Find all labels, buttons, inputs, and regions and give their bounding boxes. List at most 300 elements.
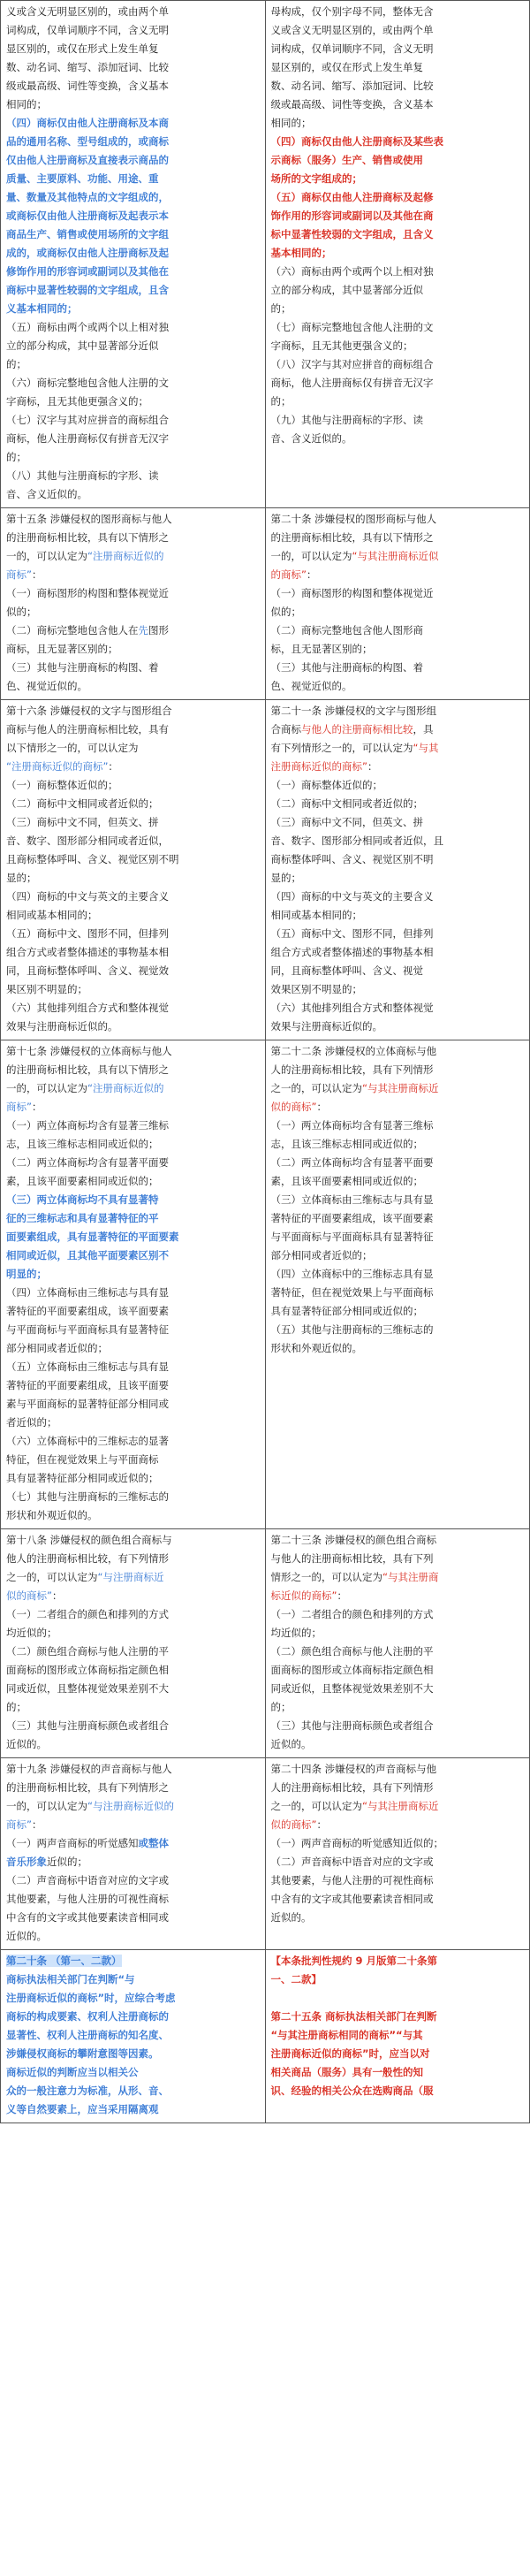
text-segment: 立的部分构成，其中显著部分近似 (270, 284, 423, 296)
text-line (6, 318, 260, 337)
text-segment: 注册商标近似的商标” (270, 760, 367, 773)
article-row (1, 1040, 530, 1529)
text-segment: 近似的。 (6, 1738, 47, 1750)
text-segment: ： (316, 1818, 327, 1831)
text-segment: “与其注册商标近 (362, 1082, 439, 1094)
text-segment: （九）其他与注册商标的字形、读 (270, 414, 423, 426)
text-line (271, 925, 525, 943)
text-line (271, 1680, 525, 1698)
text-line (6, 1451, 260, 1469)
article-row (1, 700, 530, 1040)
text-segment: 者近似的； (6, 1416, 57, 1429)
text-segment: 第十八条 涉嫌侵权的颜色组合商标与 (6, 1534, 172, 1546)
text-line (6, 1927, 260, 1946)
text-segment: 同或近似，且整体视觉效果差别不大 (6, 1682, 169, 1695)
text-line (6, 225, 260, 244)
text-segment: 素，且该平面要素相同或近似的； (6, 1175, 159, 1187)
original-article-cell (1, 508, 266, 700)
text-segment: （三）商标中文不同，但英文、拼 (270, 816, 423, 828)
text-line (271, 832, 525, 850)
text-line (271, 566, 525, 584)
text-segment: 一、二款】 (270, 1973, 322, 1985)
text-line (271, 1339, 525, 1358)
text-segment: （六）立体商标中的三维标志的显著 (6, 1435, 169, 1447)
text-line (271, 1624, 525, 1642)
text-segment: 组合方式或者整体描述的事物基本相 (270, 946, 434, 958)
text-line (271, 1017, 525, 1036)
text-segment: （四）立体商标中的三维标志具有显 (270, 1268, 434, 1280)
text-segment: 标，且无显著区别的； (270, 643, 373, 655)
text-segment: 均近似的； (6, 1627, 57, 1639)
text-line (271, 1228, 525, 1246)
text-line (6, 1989, 260, 2008)
text-segment: 级或最高级、词性等变换，含义基本 (270, 98, 434, 111)
text-segment: （一）两声音商标的听觉感知近似的； (270, 1837, 443, 1849)
article-row (1, 1529, 530, 1758)
revised-article-cell (265, 1758, 530, 1950)
text-line (6, 832, 260, 850)
text-line (271, 1797, 525, 1816)
text-line (6, 702, 260, 720)
text-line (271, 1246, 525, 1265)
revised-article-cell (265, 508, 530, 700)
text-line (6, 1568, 260, 1587)
text-line (6, 1680, 260, 1698)
text-line (271, 1302, 525, 1321)
text-line (271, 1989, 525, 2008)
text-line (6, 1760, 260, 1779)
text-line (6, 281, 260, 300)
text-line (6, 2026, 260, 2045)
text-line (6, 925, 260, 943)
text-line (6, 758, 260, 776)
text-segment: “与其 (413, 742, 439, 754)
text-line (271, 980, 525, 999)
text-line (6, 1265, 260, 1284)
text-line (6, 547, 260, 566)
text-segment: 与他人的注册商标相比较，具有下列 (270, 1552, 434, 1565)
text-segment: 商标” (6, 1101, 32, 1113)
text-line (271, 529, 525, 547)
text-line (271, 1568, 525, 1587)
text-line (6, 1191, 260, 1209)
text-segment: 形状和外观近似的。 (6, 1509, 98, 1521)
text-segment: 他人的注册商标相比较，有下列情形 (6, 1552, 169, 1565)
text-line (271, 547, 525, 566)
revised-article-cell (265, 1, 530, 508)
text-segment: 的注册商标相比较，具有以下情形之 (6, 531, 169, 544)
text-line (271, 720, 525, 739)
original-article-cell (1, 1529, 266, 1758)
text-line (271, 1042, 525, 1061)
text-line (6, 1469, 260, 1488)
text-line (6, 170, 260, 188)
text-segment: 涉嫌侵权商标的攀附意图等因素。 (6, 2047, 159, 2060)
text-line (6, 1661, 260, 1680)
text-segment: 商标执法相关部门在判断“与 (6, 1973, 135, 1985)
text-line (6, 943, 260, 962)
text-segment: 且商标整体呼叫、含义、视觉区别不明 (6, 853, 179, 865)
text-segment: 示商标（服务）生产、销售或使用 (270, 154, 423, 166)
text-line (6, 1339, 260, 1358)
text-segment: 近似的。 (270, 1738, 312, 1750)
text-segment: 音、数字、图形部分相同或者近似，且 (270, 835, 443, 847)
text-line (271, 281, 525, 300)
text-segment: 词构成，仅单词顺序不同，含义无明 (6, 24, 169, 36)
text-line (6, 1117, 260, 1135)
text-segment: 近似的。 (270, 1911, 312, 1924)
text-segment: 人的注册商标相比较，具有下列情形 (270, 1063, 434, 1076)
text-line (6, 1550, 260, 1568)
text-segment: （二）两立体商标均含有显著平面要 (6, 1156, 169, 1169)
text-segment: 标近似的商标” (270, 1589, 337, 1602)
text-segment: 显著性、权利人注册商标的知名度、 (6, 2029, 169, 2041)
text-segment: 音、含义近似的。 (270, 432, 352, 445)
text-line (271, 1760, 525, 1779)
text-line (6, 95, 260, 114)
text-line (6, 1061, 260, 1079)
text-line (6, 584, 260, 603)
text-line (6, 1432, 260, 1451)
text-segment: 修饰作用的形容词或副词以及其他在 (6, 265, 169, 278)
text-line (6, 2008, 260, 2026)
text-segment: （六）商标完整地包含他人注册的文 (6, 377, 169, 389)
text-segment: 一的，可以认定为 (6, 550, 87, 562)
text-line (271, 999, 525, 1017)
text-segment: 级或最高级、词性等变换，含义基本 (6, 80, 169, 92)
text-segment: 商标，他人注册商标仅有拼音无汉字 (6, 432, 169, 445)
text-segment: （三）立体商标由三维标志与具有显 (270, 1193, 434, 1206)
text-segment: “注册商标近似的商标” (6, 760, 109, 773)
text-segment: （三）其他与注册商标的构图、着 (270, 661, 423, 674)
text-line (6, 263, 260, 281)
text-line (6, 1395, 260, 1414)
revised-article-cell (265, 1040, 530, 1529)
text-line (6, 1042, 260, 1061)
text-line (271, 1717, 525, 1735)
text-segment: ： (306, 568, 317, 581)
article-row (1, 1950, 530, 2123)
text-line (271, 374, 525, 392)
text-line (271, 2026, 525, 2045)
text-line (6, 3, 260, 21)
text-segment: 基本相同的； (270, 247, 332, 259)
text-line (271, 21, 525, 40)
text-line (6, 1135, 260, 1154)
text-line (6, 1871, 260, 1890)
text-line (271, 318, 525, 337)
text-segment: （二）颜色组合商标与他人注册的平 (270, 1645, 434, 1658)
text-line (6, 485, 260, 504)
text-line (271, 659, 525, 677)
text-line (271, 640, 525, 659)
text-segment: 第二十一条 涉嫌侵权的文字与图形组 (270, 705, 437, 717)
text-segment: 形状和外观近似的。 (270, 1342, 362, 1354)
text-line (271, 795, 525, 813)
text-line (6, 795, 260, 813)
text-line (6, 2063, 260, 2082)
text-segment: 一的，可以认定为 (6, 1800, 87, 1812)
text-segment: 似的； (270, 606, 301, 618)
text-line (271, 1079, 525, 1098)
text-line (271, 850, 525, 869)
text-segment: 著特征的平面要素组成，该平面要素 (270, 1212, 434, 1224)
text-line (271, 2045, 525, 2063)
text-line (271, 943, 525, 962)
text-segment: 音乐形象 (6, 1856, 47, 1868)
text-line (6, 999, 260, 1017)
text-segment: 之一的，可以认定为 (270, 1800, 362, 1812)
text-segment: 的； (6, 358, 26, 370)
text-segment: 一的，可以认定为 (6, 1082, 87, 1094)
text-segment: 品的通用名称、型号组成的，或商标 (6, 135, 169, 148)
text-segment: 近似的； (47, 1856, 87, 1868)
text-line (6, 776, 260, 795)
text-segment: 商标，且无显著区别的； (6, 643, 118, 655)
text-segment: （二）颜色组合商标与他人注册的平 (6, 1645, 169, 1658)
text-segment: 义或含义无明显区别的，或由两个单 (270, 24, 434, 36)
text-segment: （三）其他与注册商标颜色或者组合 (6, 1719, 169, 1732)
text-segment: “与其注册商标相同的商标”“与其 (270, 2029, 423, 2041)
text-line (6, 467, 260, 485)
text-segment: 的注册商标相比较，具有以下情形之 (6, 1063, 169, 1076)
text-segment: （三）两立体商标均不具有显著特 (6, 1193, 159, 1206)
text-segment: 相关商品（服务）具有一般性的知 (270, 2066, 423, 2078)
text-segment: （五）立体商标由三维标志与具有显 (6, 1360, 169, 1373)
text-segment: 近似的。 (6, 1930, 47, 1942)
text-segment: 人的注册商标相比较，具有下列情形 (270, 1781, 434, 1794)
text-line (6, 1506, 260, 1525)
text-line (6, 1797, 260, 1816)
text-line (6, 1717, 260, 1735)
text-segment: （六）商标由两个或两个以上相对独 (270, 265, 434, 278)
text-line (6, 21, 260, 40)
text-line (6, 355, 260, 374)
text-segment: （二）商标完整地包含他人图形商 (270, 624, 423, 636)
text-line (271, 430, 525, 448)
text-segment: ，具 (413, 723, 434, 735)
text-segment: 【本条批判性规约 9 月版第二十条第 (270, 1955, 438, 1967)
text-segment: 第二十条 涉嫌侵权的图形商标与他人 (270, 513, 437, 525)
text-segment: 部分相同或者近似的； (270, 1249, 373, 1261)
text-segment: 均近似的； (270, 1627, 322, 1639)
text-segment: “注册商标近似的 (87, 550, 164, 562)
text-line (271, 244, 525, 263)
text-line (6, 850, 260, 869)
text-line (6, 374, 260, 392)
text-line (271, 702, 525, 720)
text-segment: 志，且该三维标志相同或近似的； (270, 1138, 423, 1150)
text-line (271, 1698, 525, 1717)
text-segment: 同，且商标整体呼叫、含义、视觉 (270, 964, 423, 977)
text-segment: 商标” (6, 568, 32, 581)
text-segment: （二）两立体商标均含有显著平面要 (270, 1156, 434, 1169)
text-line (271, 392, 525, 411)
text-line (6, 1853, 260, 1871)
original-article-cell (1, 1, 266, 508)
text-segment: 之一的，可以认定为 (270, 1082, 362, 1094)
text-segment: 特征，但在视觉效果上与平面商标 (6, 1453, 159, 1466)
text-segment: 著特征的平面要素组成，且该平面要 (6, 1379, 169, 1391)
text-segment: 显的； (6, 872, 37, 884)
text-segment: 志，且该三维标志相同或近似的； (6, 1138, 159, 1150)
text-line (6, 40, 260, 58)
text-segment: （七）其他与注册商标的三维标志的 (6, 1490, 169, 1503)
text-segment: 图形 (148, 624, 169, 636)
text-segment: “与注册商标近似的 (87, 1800, 174, 1812)
text-line (271, 813, 525, 832)
text-segment: （二）商标完整地包含他人在 (6, 624, 139, 636)
text-segment: 第二十条 （第一、二款） (6, 1955, 122, 1967)
text-segment: 商标的构成要素、权利人注册商标的 (6, 2010, 169, 2023)
text-line (271, 2082, 525, 2100)
text-segment: 的； (6, 451, 26, 463)
text-line (6, 1605, 260, 1624)
text-line (6, 1246, 260, 1265)
article-row (1, 1758, 530, 1950)
text-segment: （四）商标仅由他人注册商标及某些表 (270, 135, 443, 148)
text-segment: 第十九条 涉嫌侵权的声音商标与他人 (6, 1763, 172, 1775)
text-line (271, 2063, 525, 2082)
text-segment: 色、视觉近似的。 (6, 680, 87, 692)
text-line (6, 1302, 260, 1321)
text-line (6, 1321, 260, 1339)
text-segment: 或商标仅由他人注册商标及起表示本 (6, 210, 169, 222)
text-segment: 征的三维标志和具有显著特征的平 (6, 1212, 159, 1224)
revised-article-cell (265, 700, 530, 1040)
text-segment: 第十五条 涉嫌侵权的图形商标与他人 (6, 513, 172, 525)
original-article-cell (1, 700, 266, 1040)
text-segment: （五）商标仅由他人注册商标及起修 (270, 191, 434, 203)
text-segment: “与其注册商 (382, 1571, 439, 1583)
text-segment: （一）两声音商标的听觉感知 (6, 1837, 139, 1849)
text-line (271, 1098, 525, 1117)
text-segment: （二）声音商标中语音对应的文字或 (270, 1856, 434, 1868)
text-line (271, 355, 525, 374)
text-segment: 的注册商标相比较，具有下列情形之 (6, 1781, 169, 1794)
text-line (271, 170, 525, 188)
text-line (6, 1376, 260, 1395)
text-line (271, 1853, 525, 1871)
text-line (271, 1871, 525, 1890)
text-segment: （四）商标的中文与英文的主要含义 (270, 890, 434, 903)
text-line (271, 95, 525, 114)
text-line (271, 776, 525, 795)
text-segment: （五）商标由两个或两个以上相对独 (6, 321, 169, 333)
text-segment: 相同的； (6, 98, 47, 111)
text-segment: 识、经验的相关公众在选购商品（服 (270, 2084, 434, 2097)
original-article-cell (1, 1950, 266, 2123)
text-line (271, 337, 525, 355)
text-segment: ： (367, 760, 378, 773)
text-line (271, 263, 525, 281)
text-segment: 的； (270, 302, 292, 315)
text-segment: 饰作用的形容词或副词以及其他在商 (270, 210, 434, 222)
text-segment: 义或含义无明显区别的，或由两个单 (6, 5, 169, 18)
text-line (6, 603, 260, 621)
text-segment: 情形之一的，可以认定为 (270, 1571, 382, 1583)
text-segment: 其他要素，与他人注册的可视性商标 (6, 1893, 169, 1905)
text-segment: ： (316, 1101, 327, 1113)
text-segment: 似的商标” (270, 1818, 317, 1831)
text-segment: 显的； (270, 872, 301, 884)
text-segment: （三）其他与注册商标颜色或者组合 (270, 1719, 434, 1732)
text-line (271, 1135, 525, 1154)
text-line (271, 1735, 525, 1754)
text-segment: ： (337, 1589, 347, 1602)
text-line (6, 1172, 260, 1191)
text-segment: （五）商标中文、图形不同，但排列 (6, 927, 169, 940)
text-segment: 标中显著性较弱的文字组成，且含义 (270, 228, 434, 240)
text-segment: 第二十三条 涉嫌侵权的颜色组合商标 (270, 1534, 437, 1546)
text-segment: （七）汉字与其对应拼音的商标组合 (6, 414, 169, 426)
text-line (271, 1779, 525, 1797)
revised-article-cell (265, 1529, 530, 1758)
text-line (6, 1017, 260, 1036)
text-line (6, 430, 260, 448)
text-segment: 似的商标” (6, 1589, 52, 1602)
text-line (6, 300, 260, 318)
text-segment: 场所的文字组成的； (270, 172, 362, 185)
text-line (271, 114, 525, 133)
text-line (6, 1890, 260, 1909)
text-line (271, 2008, 525, 2026)
text-segment: 注册商标近似的商标”时，应当以对 (270, 2047, 430, 2060)
text-segment: 商标中显著性较弱的文字组成，且含 (6, 284, 169, 296)
text-segment: 的； (270, 1701, 292, 1713)
text-line (6, 906, 260, 925)
text-line (6, 869, 260, 888)
text-line (6, 1624, 260, 1642)
text-segment: 商标整体呼叫、含义、视觉区别不明 (270, 853, 434, 865)
text-line (6, 337, 260, 355)
text-line (271, 739, 525, 758)
text-segment: 其他要素，与他人注册的可视性商标 (270, 1874, 434, 1886)
text-line (271, 300, 525, 318)
text-segment: 似的商标” (270, 1101, 317, 1113)
text-segment: （三）商标中文不同，但英文、拼 (6, 816, 159, 828)
text-segment: 音、数字、图形部分相同或者近似， (6, 835, 169, 847)
text-segment: 与平面商标与平面商标具有显著特征 (6, 1323, 169, 1336)
text-segment: 第二十四条 涉嫌侵权的声音商标与他 (270, 1763, 437, 1775)
text-segment: （八）汉字与其对应拼音的商标组合 (270, 358, 434, 370)
text-line (271, 188, 525, 207)
text-segment: 商标，他人注册商标仅有拼音无汉字 (270, 377, 434, 389)
text-segment: 音、含义近似的。 (6, 488, 87, 500)
text-line (6, 1358, 260, 1376)
text-segment: 一的，可以认定为 (270, 550, 352, 562)
text-line (6, 1079, 260, 1098)
text-line (271, 1284, 525, 1302)
text-line (6, 980, 260, 999)
text-segment: 成的，或商标仅由他人注册商标及起 (6, 247, 169, 259)
text-line (6, 1735, 260, 1754)
text-segment: 部分相同或者近似的； (6, 1342, 108, 1354)
text-segment: （一）商标图形的构图和整体视觉近 (270, 587, 434, 599)
text-line (271, 603, 525, 621)
text-line (6, 2100, 260, 2119)
text-line (271, 621, 525, 640)
text-segment: “与注册商标近 (97, 1571, 164, 1583)
text-line (6, 207, 260, 225)
text-segment: 相同或基本相同的； (6, 909, 98, 921)
text-segment: （二）商标中文相同或者近似的； (6, 797, 159, 810)
text-segment: 第二十二条 涉嫌侵权的立体商标与他 (270, 1045, 437, 1057)
text-line (271, 207, 525, 225)
text-segment: 同，且商标整体呼叫、含义、视觉效 (6, 964, 169, 977)
text-segment: 面商标的图形或立体商标指定颜色相 (6, 1664, 169, 1676)
text-line (6, 1909, 260, 1927)
